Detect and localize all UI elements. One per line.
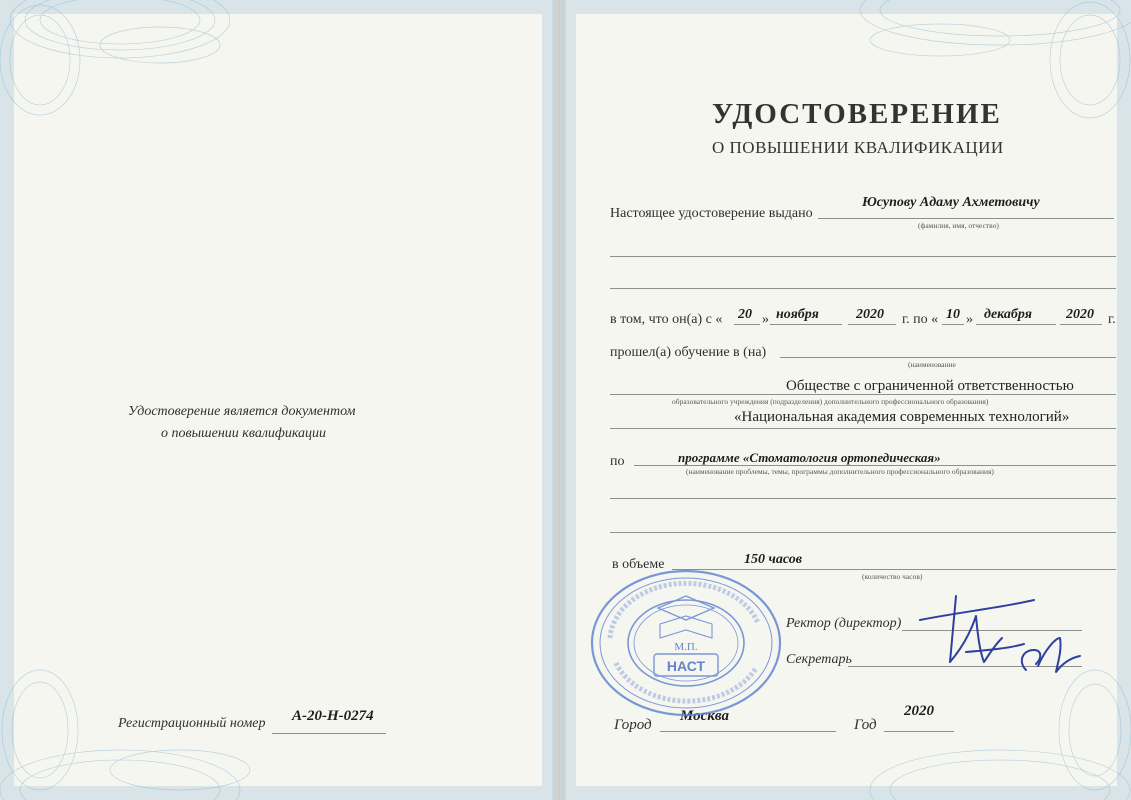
- registration-number-label: Регистрационный номер: [118, 716, 266, 731]
- left-page: [0, 0, 556, 800]
- book-spine: [552, 0, 566, 800]
- rector-signature: [910, 578, 1100, 688]
- stamp-mp: М.П.: [674, 641, 698, 653]
- certificate-note-line1: Удостоверение является документом: [128, 404, 356, 419]
- start-year: 2020: [856, 307, 884, 322]
- start-day-line: [734, 324, 760, 325]
- end-month-line: [976, 324, 1056, 325]
- training-line: [780, 357, 1116, 358]
- registration-number-value: А-20-Н-0274: [292, 708, 374, 724]
- end-day: 10: [946, 307, 960, 322]
- rector-label: Ректор (директор): [786, 616, 902, 631]
- page-subtitle: О ПОВЫШЕНИИ КВАЛИФИКАЦИИ: [712, 138, 1004, 157]
- volume-label: в объеме: [612, 557, 665, 572]
- program-label: по: [610, 454, 625, 469]
- recipient-line: [818, 218, 1114, 219]
- end-day-line: [942, 324, 964, 325]
- blank-line-3: [610, 498, 1116, 499]
- city-label: Город: [614, 717, 652, 733]
- end-year: 2020: [1066, 307, 1094, 322]
- start-day: 20: [738, 307, 752, 322]
- period-to-label: г. по «: [902, 312, 939, 327]
- organization-stamp: [588, 568, 784, 718]
- period-year-suffix: г.: [1108, 312, 1116, 327]
- start-year-line: [848, 324, 896, 325]
- issued-to-label: Настоящее удостоверение выдано: [610, 206, 813, 221]
- recipient-name: Юсупову Адаму Ахметовичу: [862, 195, 1040, 210]
- city-line: [660, 731, 836, 732]
- volume-hint: (количество часов): [862, 572, 923, 581]
- period-text-prefix: в том, что он(а) с «: [610, 312, 723, 327]
- org-line-2-underline: [610, 428, 1116, 429]
- start-month: ноября: [776, 307, 819, 322]
- blank-line-4: [610, 532, 1116, 533]
- org-line-2: «Национальная академия современных технологий»: [734, 409, 1070, 425]
- page-title: УДОСТОВЕРЕНИЕ: [712, 98, 1002, 130]
- stamp-abbr: НАСТ: [666, 658, 706, 674]
- org-line-1: Обществе с ограниченной ответственностью: [786, 378, 1074, 394]
- end-year-line: [1060, 324, 1102, 325]
- end-day-quote: »: [966, 312, 973, 327]
- secretary-label: Секретарь: [786, 652, 852, 667]
- certificate-note-line2: о повышении квалификации: [161, 426, 327, 441]
- program-name: программе «Стоматология ортопедическая»: [678, 450, 941, 465]
- start-day-quote: »: [762, 312, 769, 327]
- year-value: 2020: [904, 703, 934, 719]
- training-label: прошел(а) обучение в (на): [610, 345, 767, 360]
- end-month: декабря: [984, 307, 1032, 322]
- blank-line-2: [610, 288, 1116, 289]
- volume-value: 150 часов: [744, 552, 802, 567]
- registration-number-line: [272, 733, 386, 734]
- org-type-hint: образовательного учреждения (подразделения) дополнительного профессионального образования): [672, 397, 989, 406]
- blank-line-1: [610, 256, 1116, 257]
- year-line: [884, 731, 954, 732]
- org-name-hint: (наименование: [908, 360, 956, 369]
- program-hint: (наименование проблемы, темы, программы дополнительного профессионального образования): [686, 467, 994, 476]
- org-line-1-underline: [610, 394, 1116, 395]
- recipient-hint: (фамилия, имя, отчество): [918, 221, 999, 230]
- start-month-line: [770, 324, 842, 325]
- year-label: Год: [854, 717, 877, 733]
- city-value: Москва: [680, 708, 729, 724]
